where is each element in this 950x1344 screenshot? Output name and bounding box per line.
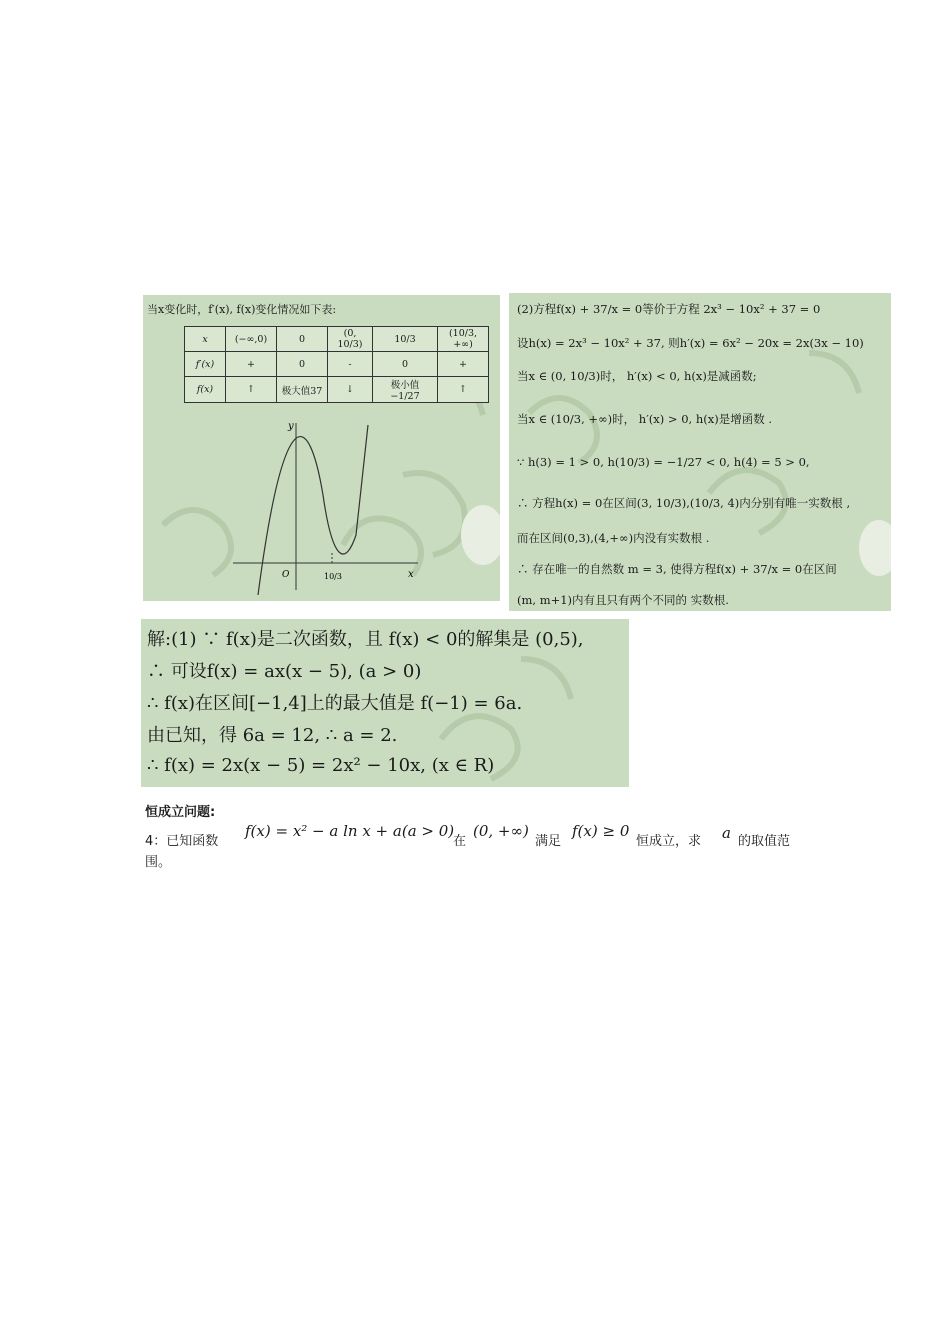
problem-text: 满足 xyxy=(535,834,562,849)
text-line: ∴ f(x) = 2x(x − 5) = 2x² − 10x, (x ∈ R) xyxy=(147,755,495,776)
cell: 0 xyxy=(277,352,328,377)
variation-table-panel xyxy=(143,295,500,601)
problem-prefix: 4：已知函数 xyxy=(145,834,219,849)
text-line: ∴ f(x)在区间[−1,4]上的最大值是 f(−1) = 6a. xyxy=(147,693,523,714)
problem-text: 围。 xyxy=(145,855,172,870)
curve xyxy=(258,425,368,595)
cell: 极大值37 xyxy=(277,377,328,403)
cell: + xyxy=(226,352,277,377)
text-line: 而在区间(0,3),(4,+∞)内没有实数根 . xyxy=(517,531,710,545)
origin-label: O xyxy=(282,570,290,580)
cell: x xyxy=(185,327,226,352)
tick-label: 10/3 xyxy=(324,572,342,581)
cell: (−∞,0) xyxy=(226,327,277,352)
variation-table xyxy=(184,326,489,403)
cell: - xyxy=(328,352,373,377)
text-line: 当x ∈ (10/3, +∞)时， h′(x) > 0, h(x)是增函数 . xyxy=(517,412,773,426)
cell: ↓ xyxy=(328,377,373,403)
text-line: ∴ 方程h(x) = 0在区间(3, 10/3),(10/3, 4)内分别有唯一实数根 , xyxy=(517,496,851,510)
cell: (10/3, +∞) xyxy=(438,327,489,352)
x-label: x xyxy=(408,569,414,580)
cell: 0 xyxy=(373,352,438,377)
text-line: 解:(1) ∵ f(x)是二次函数，且 f(x) < 0的解集是 (0,5), xyxy=(147,629,584,650)
cell: 10/3 xyxy=(373,327,438,352)
cell: + xyxy=(438,352,489,377)
cell: ↑ xyxy=(226,377,277,403)
function-graph xyxy=(228,415,428,595)
text-line: ∵ h(3) = 1 > 0, h(10/3) = −1/27 < 0, h(4) = 5 > 0, xyxy=(517,455,810,469)
y-label: y xyxy=(288,421,294,432)
solution-part1-panel xyxy=(141,619,629,787)
text-line: (m, m+1)内有且只有两个不同的 实数根. xyxy=(517,593,729,607)
text-line: 由已知，得 6a = 12, ∴ a = 2. xyxy=(147,725,398,746)
cell: (0, 10/3) xyxy=(328,327,373,352)
text-line: (2)方程f(x) + 37/x = 0等价于方程 2x³ − 10x² + 37 = 0 xyxy=(517,302,821,316)
cell: f′(x) xyxy=(185,352,226,377)
cell: 0 xyxy=(277,327,328,352)
problem-variable: a xyxy=(722,824,731,842)
text-line: ∴ 可设f(x) = ax(x − 5), (a > 0) xyxy=(147,661,422,682)
solution-part2-panel xyxy=(509,293,891,611)
problem-condition: f(x) ≥ 0 xyxy=(572,822,630,840)
cell: ↑ xyxy=(438,377,489,403)
text-line: 当x ∈ (0, 10/3)时， h′(x) < 0, h(x)是减函数; xyxy=(517,369,757,383)
problem-text: 恒成立，求 xyxy=(636,834,702,849)
section-heading: 恒成立问题: xyxy=(145,805,216,820)
text-line: ∴ 存在唯一的自然数 m = 3, 使得方程f(x) + 37/x = 0在区间 xyxy=(517,562,837,576)
problem-function: f(x) = x² − a ln x + a(a > 0) xyxy=(245,822,455,840)
problem-text: 在 xyxy=(453,834,467,849)
table-caption: 当x变化时，f′(x), f(x)变化情况如下表: xyxy=(147,303,337,316)
problem-text: 的取值范 xyxy=(738,834,791,849)
text-line: 设h(x) = 2x³ − 10x² + 37, 则h′(x) = 6x² − 20x = 2x(3x − 10) xyxy=(517,336,864,350)
problem-interval: (0, +∞) xyxy=(473,822,529,840)
cell: f(x) xyxy=(185,377,226,403)
cell: 极小值 −1/27 xyxy=(373,377,438,403)
